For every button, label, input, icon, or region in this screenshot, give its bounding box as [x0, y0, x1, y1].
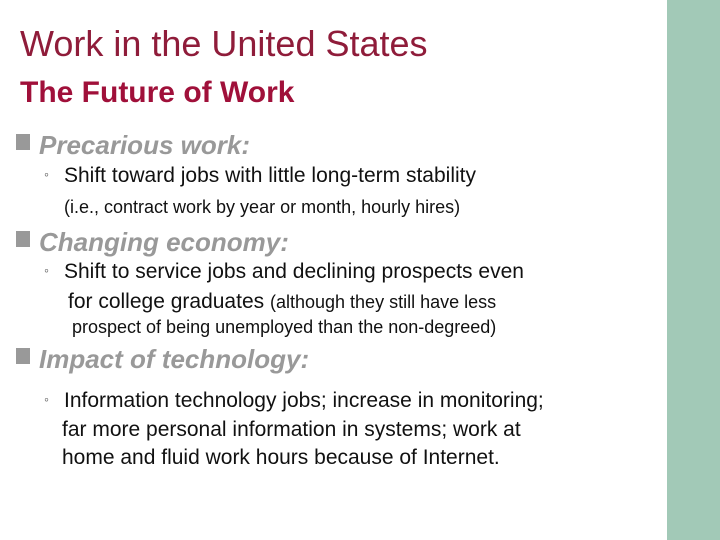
sub-bullet-text: (i.e., contract work by year or month, hourly hires) [64, 197, 461, 217]
slide-subtitle: The Future of Work [20, 76, 295, 109]
sub-bullet-continuation [64, 198, 460, 218]
sub-bullet-stability [44, 164, 476, 187]
sub-bullet-continuation [62, 446, 500, 469]
sub-bullet-text: home and fluid work hours because of Internet. [62, 446, 500, 469]
slide-title: Work in the United States [20, 23, 428, 64]
sub-bullet-note: (although they still have less [269, 292, 497, 312]
bullet-heading: Impact of technology: [39, 344, 310, 374]
sub-bullet-text: Information technology jobs; increase in monitoring; [64, 389, 544, 412]
sub-bullet-text: prospect of being unemployed than the non-degreed) [72, 317, 497, 337]
square-bullet-icon [16, 231, 30, 247]
sub-bullet-text: Shift to service jobs and declining prospects even [64, 260, 524, 283]
sub-bullet-note-continuation [72, 318, 496, 338]
bullet-heading: Precarious work: [39, 130, 250, 160]
sub-bullet-text: far more personal information in systems; work at [62, 418, 521, 441]
decorative-side-bar [667, 0, 720, 540]
ring-bullet-icon: ◦ [44, 166, 49, 182]
sub-bullet-technology [44, 389, 544, 412]
square-bullet-icon [16, 348, 30, 364]
bullet-changing-economy [16, 229, 289, 255]
sub-bullet-service-jobs [44, 260, 524, 283]
sub-bullet-text: Shift toward jobs with little long-term stability [64, 164, 476, 187]
sub-bullet-text: for college graduates [68, 290, 265, 313]
bullet-impact-of-technology [16, 346, 309, 372]
ring-bullet-icon: ◦ [44, 262, 49, 278]
square-bullet-icon [16, 134, 30, 150]
ring-bullet-icon: ◦ [44, 391, 49, 407]
bullet-heading: Changing economy: [39, 227, 289, 257]
sub-bullet-continuation [68, 290, 496, 313]
sub-bullet-continuation [62, 418, 521, 441]
bullet-precarious-work [16, 132, 250, 158]
